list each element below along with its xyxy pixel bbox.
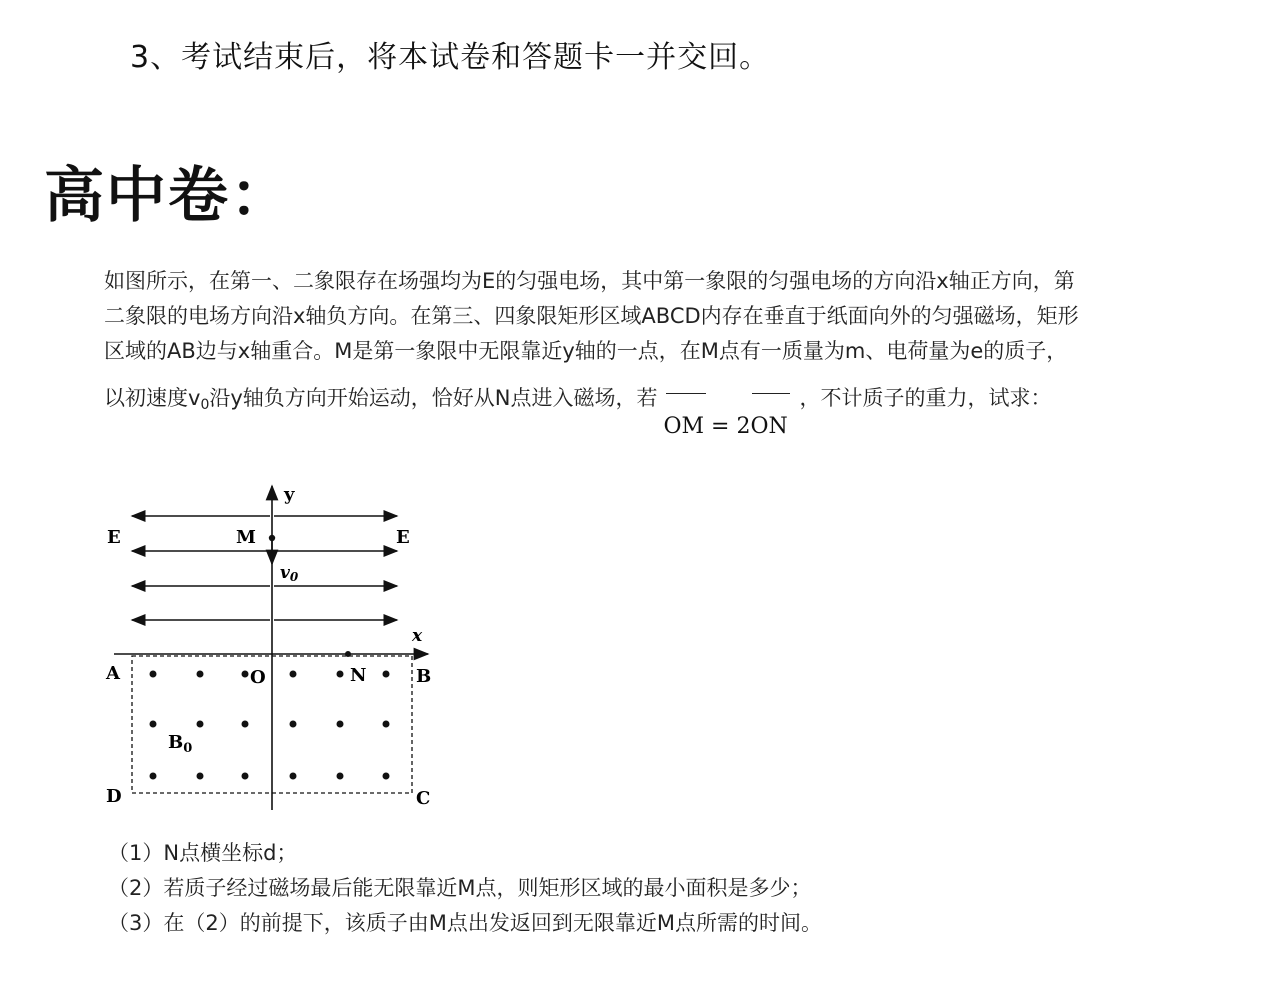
question-item: （2）若质子经过磁场最后能无限靠近M点，则矩形区域的最小面积是多少；	[108, 876, 812, 900]
field-dot	[290, 671, 297, 678]
condition-expression: OM = 2ON	[663, 414, 788, 439]
v0-subscript: 0	[200, 397, 210, 413]
label-D: D	[106, 786, 122, 807]
label-v0-sub: 0	[289, 570, 299, 584]
problem-line-2: 二象限的电场方向沿x轴负方向。在第三、四象限矩形区域ABCD内存在垂直于纸面向外的匀强磁场，矩形	[104, 304, 1079, 328]
field-dot	[383, 773, 390, 780]
field-dot	[383, 721, 390, 728]
x-axis-label: x	[412, 626, 423, 646]
label-B0	[168, 732, 192, 756]
problem-line-3: 区域的AB边与x轴重合。M是第一象限中无限靠近y轴的一点，在M点有一质量为m、电荷量为e的质子，	[104, 339, 1068, 363]
field-dot	[150, 773, 157, 780]
problem-line-4-c: ，不计质子的重力，试求：	[799, 386, 1052, 410]
field-dot	[337, 773, 344, 780]
physics-diagram	[100, 478, 460, 822]
field-dot	[197, 721, 204, 728]
field-dot	[290, 721, 297, 728]
field-dot	[242, 671, 249, 678]
field-dot	[290, 773, 297, 780]
overline-om	[666, 393, 706, 394]
label-E-left: E	[107, 527, 121, 548]
label-E-right: E	[396, 527, 410, 548]
condition-formula	[663, 381, 794, 439]
label-v0	[280, 563, 299, 584]
field-dot	[383, 671, 390, 678]
problem-line-4-b: 沿y轴负方向开始运动，恰好从N点进入磁场，若	[209, 386, 658, 410]
point-N	[345, 651, 351, 657]
label-v0-main: v	[280, 563, 290, 583]
overline-on	[752, 393, 790, 394]
label-N: N	[350, 665, 367, 686]
problem-line-1: 如图所示，在第一、二象限存在场强均为E的匀强电场，其中第一象限的匀强电场的方向沿x轴正方向，第	[104, 269, 1075, 293]
field-dot	[197, 671, 204, 678]
label-B: B	[416, 666, 432, 687]
problem-line-4	[104, 381, 1204, 439]
field-dot	[150, 721, 157, 728]
field-dot	[197, 773, 204, 780]
field-dot	[150, 671, 157, 678]
field-dot	[242, 721, 249, 728]
electric-field-lines	[132, 516, 397, 620]
label-M: M	[236, 527, 256, 548]
section-heading: 高中卷：	[44, 161, 292, 231]
question-list	[108, 836, 822, 941]
field-dot	[337, 721, 344, 728]
problem-line-4-a: 以初速度v	[104, 386, 201, 410]
label-A: A	[106, 663, 120, 684]
label-B0-main: B	[168, 732, 184, 753]
field-dot	[242, 773, 249, 780]
question-item: （3）在（2）的前提下，该质子由M点出发返回到无限靠近M点所需的时间。	[108, 911, 822, 935]
field-diagram-svg	[100, 478, 460, 818]
field-dot	[337, 671, 344, 678]
magnetic-field-dots	[150, 671, 390, 780]
label-B0-sub: 0	[183, 741, 193, 756]
problem-statement	[104, 264, 1204, 439]
label-C: C	[416, 788, 431, 809]
exam-instruction-3: 3、考试结束后，将本试卷和答题卡一并交回。	[130, 40, 771, 75]
question-item: （1）N点横坐标d；	[108, 841, 298, 865]
y-axis-label: y	[284, 484, 295, 505]
label-O: O	[250, 667, 266, 688]
